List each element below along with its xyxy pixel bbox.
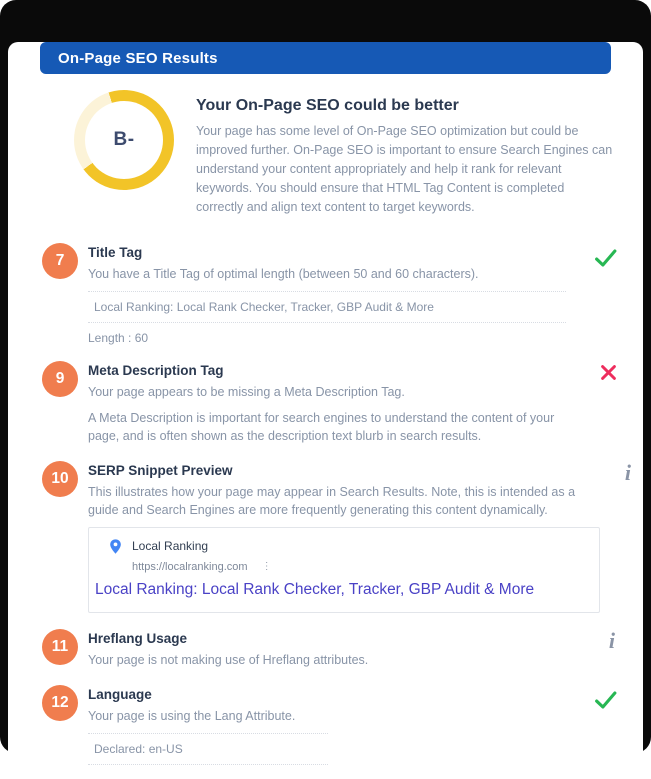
status-cell [584, 361, 618, 445]
audit-item-meta-description [42, 361, 618, 445]
section-number-badge: 10 [42, 461, 78, 497]
section-title: Hreflang Usage [88, 631, 188, 646]
title-tag-value-box: Local Ranking: Local Rank Checker, Tracker, GBP Audit & More [88, 291, 566, 323]
serp-title-link[interactable]: Local Ranking: Local Rank Checker, Tracker, GBP Audit & More [95, 581, 535, 598]
audit-item-title-tag [42, 243, 618, 345]
summary-panel [74, 90, 613, 217]
section-title: Title Tag [88, 245, 143, 260]
info-icon[interactable]: i [624, 460, 631, 485]
section-note: A Meta Description is important for search engines to understand the content of your page, and is often shown as the description text blurb in search results. [88, 411, 555, 443]
audit-item-hreflang [42, 629, 618, 669]
section-description: Your page is using the Lang Attribute. [88, 709, 296, 723]
summary-heading: Your On-Page SEO could be better [196, 97, 459, 114]
pass-check-icon [593, 245, 618, 270]
serp-site-name: Local Ranking [132, 539, 209, 553]
audit-item-serp-preview [42, 460, 631, 613]
section-title: Language [88, 687, 152, 702]
status-cell [600, 461, 634, 613]
results-header-bar [40, 42, 611, 74]
serp-url: https://localranking.com [132, 561, 248, 573]
section-title: Meta Description Tag [88, 363, 224, 378]
audit-item-language [42, 685, 618, 765]
section-description: You have a Title Tag of optimal length (between 50 and 60 characters). [88, 267, 479, 281]
status-cell [584, 243, 618, 345]
seo-report-page [8, 42, 643, 779]
section-number-badge: 12 [42, 685, 78, 721]
status-cell [584, 685, 618, 765]
info-icon[interactable]: i [608, 628, 615, 653]
serp-preview-card [88, 527, 600, 613]
section-number-badge: 7 [42, 243, 78, 279]
grade-label: B- [113, 129, 135, 150]
gauge-inner [85, 101, 163, 179]
length-label: Length : 60 [88, 331, 149, 345]
section-description: Your page is not making use of Hreflang attributes. [88, 653, 369, 667]
section-title: SERP Snippet Preview [88, 463, 233, 478]
page-title: On-Page SEO Results [58, 49, 218, 67]
more-options-icon: ⋮ [261, 561, 272, 572]
section-number-badge: 11 [42, 629, 78, 665]
section-description: This illustrates how your page may appear in Search Results. Note, this is intended as a guide and Search Engines are more frequently generating this content dynamically. [88, 485, 576, 517]
map-pin-icon [108, 538, 123, 560]
fail-cross-icon [599, 363, 618, 382]
section-description: Your page appears to be missing a Meta Description Tag. [88, 385, 405, 399]
audit-sections [42, 243, 631, 765]
pass-check-icon [593, 687, 618, 712]
seo-grade-gauge [74, 90, 174, 190]
status-cell [584, 629, 618, 669]
declared-language-box: Declared: en-US [88, 733, 328, 765]
summary-description: Your page has some level of On-Page SEO optimization but could be improved further. On-Page SEO is important to ensure Search Engines can understand your content appropriately and help it rank for relevant keywords. You should ensure that HTML Tag Content is completed correctly and align text content to target keywords. [196, 124, 613, 214]
section-number-badge: 9 [42, 361, 78, 397]
